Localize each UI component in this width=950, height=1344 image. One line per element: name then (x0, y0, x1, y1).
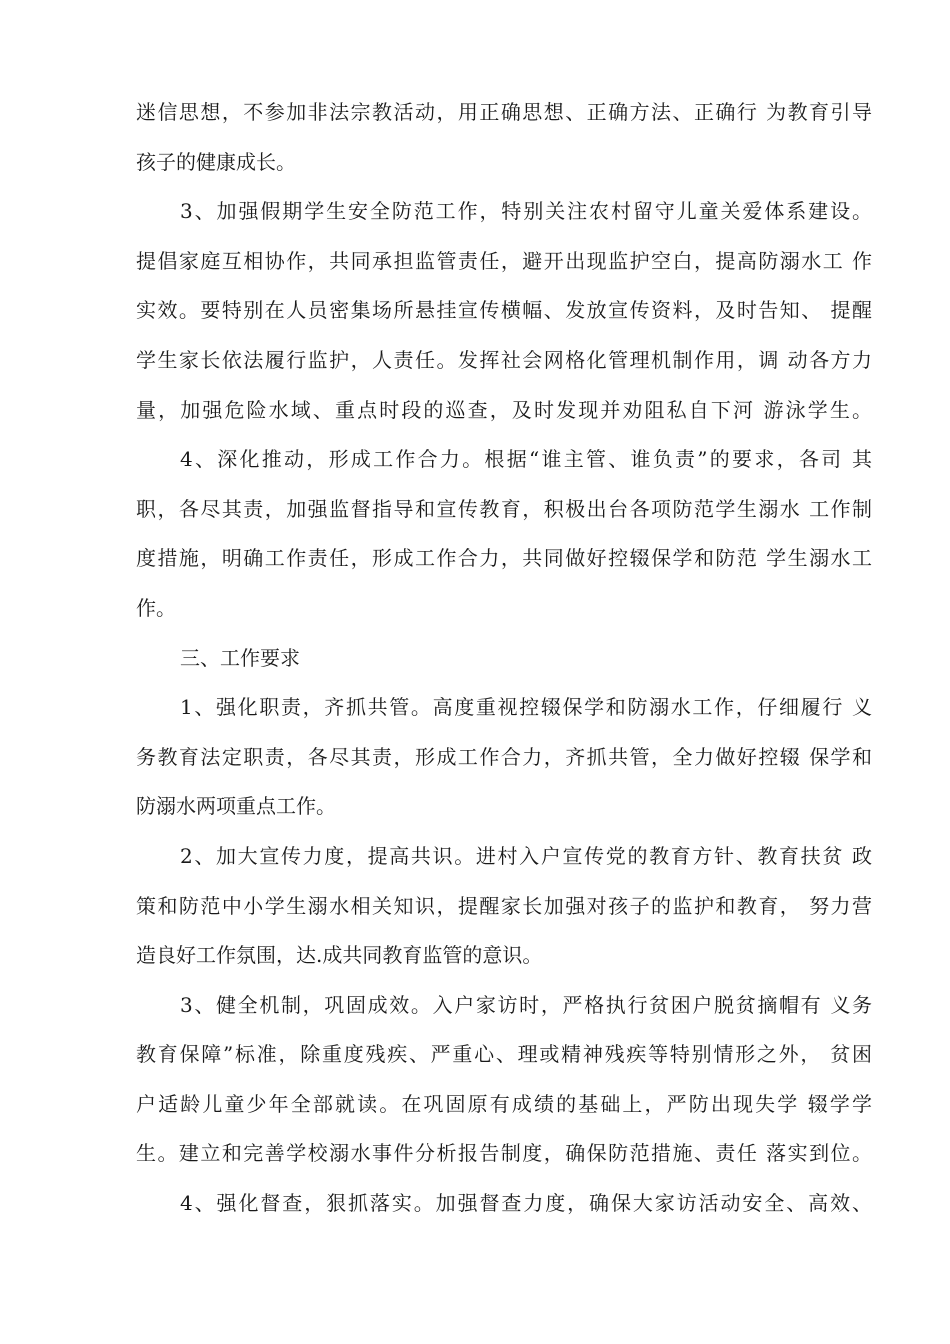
text-line: 作。 (136, 595, 176, 620)
text-line: 3、加强假期学生安全防范工作，特别关注农村留守儿童关爱体系建设。 (180, 199, 872, 224)
text-line: 迷信思想，不参加非法宗教活动，用正确思想、正确方法、正确行 为教育引导 (136, 100, 872, 124)
text-line: 实效。要特别在人员密集场所悬挂宣传横幅、发放宣传资料，及时告知、 提醒 (136, 298, 872, 323)
text-line: 3、健全机制，巩固成效。入户家访时，严格执行贫困户脱贫摘帽有 义务 (180, 992, 872, 1017)
text-line: 孩子的健康成长。 (136, 149, 296, 174)
text-line: 教育保障”标准，除重度残疾、严重心、理或精神残疾等特别情形之外， 贫困 (136, 1042, 872, 1067)
text-line: 造良好工作氛围，达.成共同教育监管的意识。 (136, 943, 543, 968)
text-line: 2、加大宣传力度，提高共识。进村入户宣传党的教育方针、教育扶贫 政 (180, 843, 872, 868)
text-line: 1、强化职责，齐抓共管。高度重视控辍保学和防溺水工作，仔细履行 义 (180, 695, 872, 720)
text-line: 防溺水两项重点工作。 (136, 794, 336, 819)
text-line: 4、深化推动，形成工作合力。根据“谁主管、谁负责”的要求，各司 其 (180, 447, 872, 472)
section-heading: 三、工作要求 (180, 645, 300, 670)
text-line: 提倡家庭互相协作，共同承担监管责任，避开出现监护空白，提高防溺水工 作 (136, 248, 872, 273)
text-line: 度措施，明确工作责任，形成工作合力，共同做好控辍保学和防范 学生溺水工 (136, 546, 872, 571)
text-line: 务教育法定职责，各尽其责，形成工作合力，齐抓共管，全力做好控辍 保学和 (136, 744, 872, 769)
text-line: 量，加强危险水域、重点时段的巡查，及时发现并劝阻私自下河 游泳学生。 (136, 397, 872, 422)
text-line: 户适龄儿童少年全部就读。在巩固原有成绩的基础上，严防出现失学 辍学学 (136, 1091, 872, 1116)
text-line: 学生家长依法履行监护，人责任。发挥社会网格化管理机制作用，调 动各方力 (136, 347, 872, 372)
text-line: 4、强化督查，狠抓落实。加强督查力度，确保大家访活动安全、高效、 (180, 1191, 872, 1216)
text-line: 策和防范中小学生溺水相关知识，提醒家长加强对孩子的监护和教育， 努力营 (136, 893, 872, 918)
text-line: 职，各尽其责，加强监督指导和宣传教育，积极出台各项防范学生溺水 工作制 (136, 496, 872, 521)
document-body (136, 88, 872, 1229)
text-line: 生。建立和完善学校溺水事件分析报告制度，确保防范措施、责任 落实到位。 (136, 1141, 872, 1166)
